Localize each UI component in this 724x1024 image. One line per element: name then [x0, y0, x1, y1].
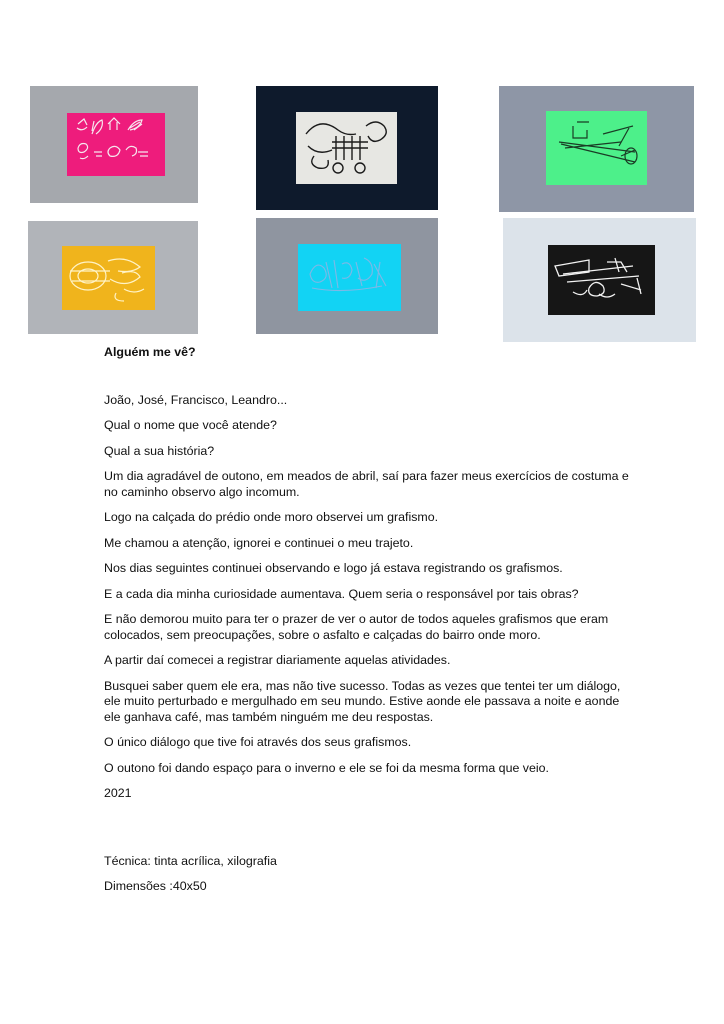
- artwork-photo-pink: [30, 86, 198, 203]
- artwork-photo-yellow: [28, 221, 198, 334]
- statement-paragraph: O outono foi dando espaço para o inverno e ele se foi da mesma forma que veio.: [104, 760, 549, 775]
- artwork-photo-white: [256, 86, 438, 210]
- statement-year: 2021: [104, 786, 132, 800]
- artwork-photo-green: [499, 86, 694, 212]
- statement-paragraph: Qual o nome que você atende?: [104, 418, 277, 432]
- statement-paragraph: A partir daí comecei a registrar diariamente aquelas atividades.: [104, 653, 451, 667]
- artwork-photo-cyan: [256, 218, 438, 334]
- artist-statement: [104, 345, 634, 905]
- statement-paragraph: E a cada dia minha curiosidade aumentava. Quem seria o responsável por tais obras?: [104, 586, 579, 601]
- statement-paragraph: Busquei saber quem ele era, mas não tive sucesso. Todas as vezes que tentei ter um diálogo, ele muito perturbado e mergulhado em seu mundo. Estive aonde ele passava a noite e aonde ele ganhava café, mas também ninguém me deu respostas.: [104, 678, 621, 724]
- statement-paragraph: João, José, Francisco, Leandro...: [104, 392, 288, 407]
- statement-paragraph: Me chamou a atenção, ignorei e continuei o meu trajeto.: [104, 535, 414, 550]
- statement-title: Alguém me vê?: [104, 345, 196, 359]
- statement-paragraph: Logo na calçada do prédio onde moro observei um grafismo.: [104, 510, 439, 524]
- artwork-photo-black: [503, 218, 696, 342]
- statement-paragraph: Um dia agradável de outono, em meados de abril, saí para fazer meus exercícios de costuma e no caminho observo algo incomum.: [104, 469, 629, 499]
- statement-paragraph: Qual a sua história?: [104, 443, 215, 458]
- technique-label: Técnica: tinta acrílica, xilografia: [104, 853, 277, 868]
- statement-paragraph: Nos dias seguintes continuei observando e logo já estava registrando os grafismos.: [104, 561, 563, 575]
- dimensions-label: Dimensões :40x50: [104, 879, 207, 893]
- statement-paragraph: O único diálogo que tive foi através dos seus grafismos.: [104, 735, 412, 749]
- statement-paragraph: E não demorou muito para ter o prazer de ver o autor de todos aqueles grafismos que eram colocados, sem preocupações, sobre o asfalto e calçadas do bairro onde moro.: [104, 612, 609, 642]
